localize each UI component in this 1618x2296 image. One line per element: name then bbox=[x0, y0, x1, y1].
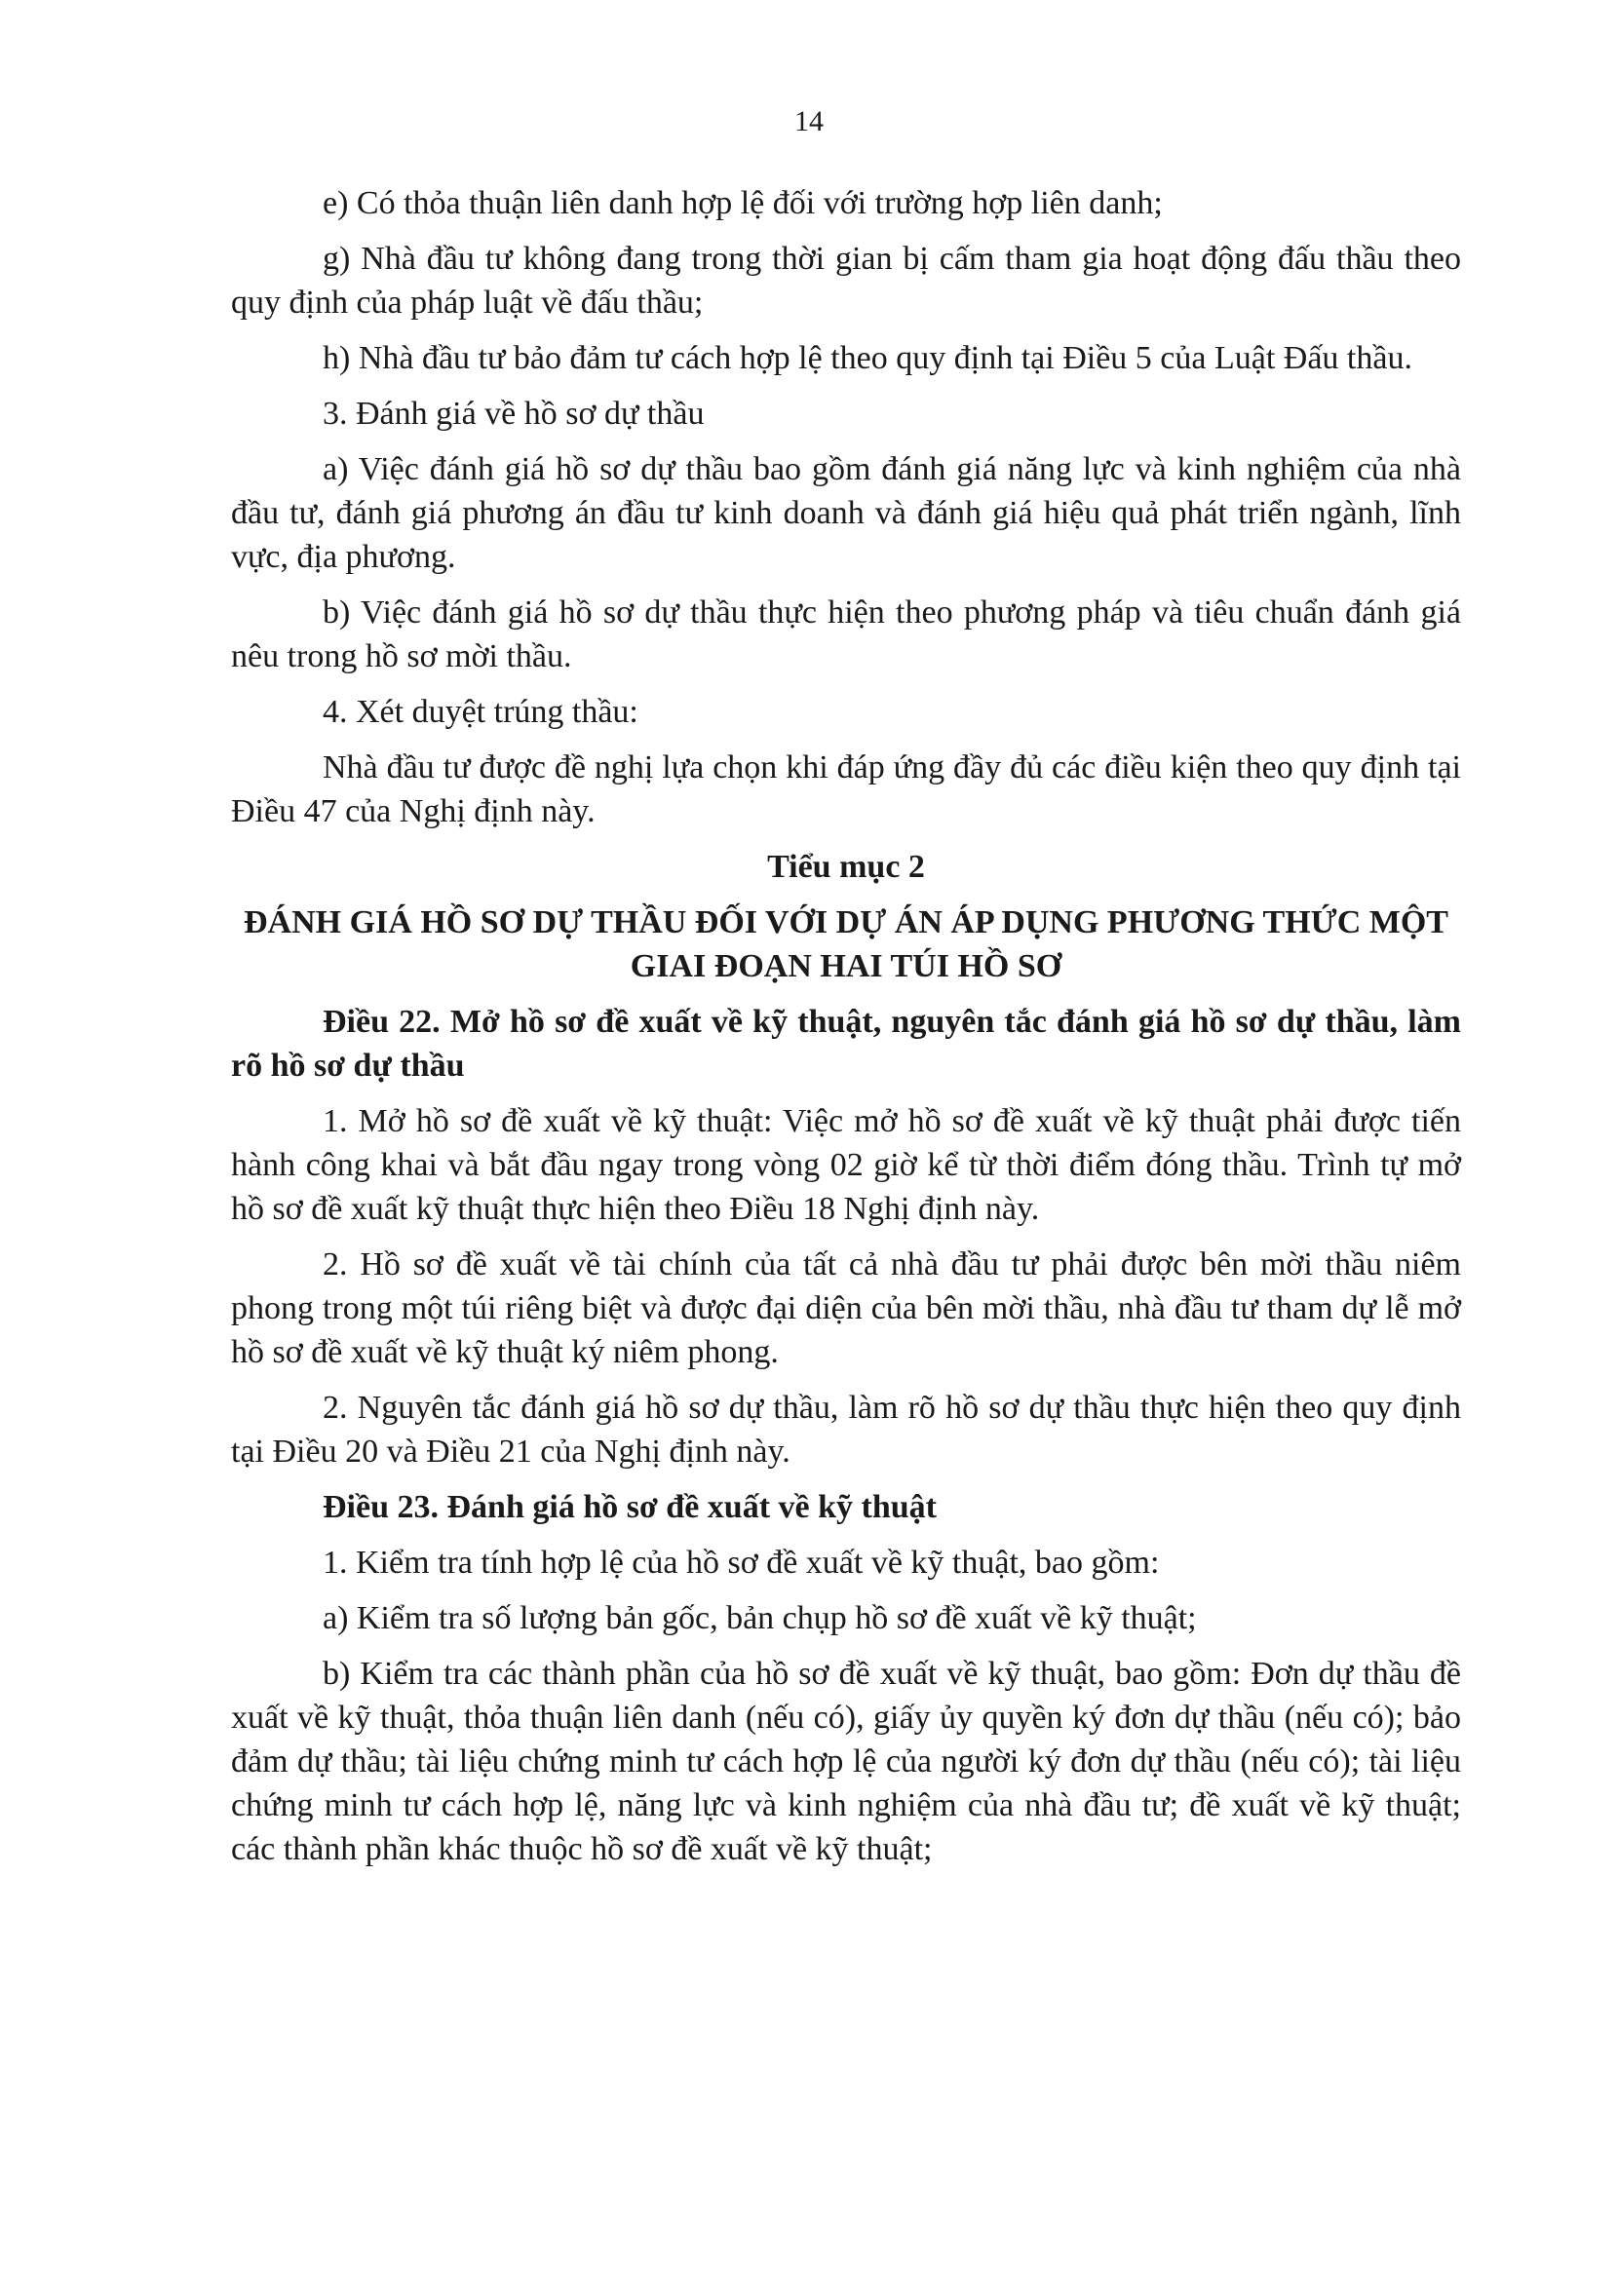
paragraph: b) Việc đánh giá hồ sơ dự thầu thực hiện theo phương pháp và tiêu chuẩn đánh giá nêu trong hồ sơ mời thầu. bbox=[231, 594, 1461, 674]
article-heading: Điều 23. Đánh giá hồ sơ đề xuất về kỹ thuật bbox=[323, 1489, 937, 1525]
paragraph: h) Nhà đầu tư bảo đảm tư cách hợp lệ theo quy định tại Điều 5 của Luật Đấu thầu. bbox=[323, 340, 1412, 376]
section-title: ĐÁNH GIÁ HỒ SƠ DỰ THẦU ĐỐI VỚI DỰ ÁN ÁP DỤNG PHƯƠNG THỨC MỘT GIAI ĐOẠN HAI TÚI HỒ SƠ bbox=[243, 904, 1448, 984]
paragraph: e) Có thỏa thuận liên danh hợp lệ đối với trường hợp liên danh; bbox=[323, 185, 1163, 221]
paragraph: 1. Mở hồ sơ đề xuất về kỹ thuật: Việc mở hồ sơ đề xuất về kỹ thuật phải được tiến hành công khai và bắt đầu ngay trong vòng 02 giờ kể từ thời điểm đóng thầu. Trình tự mở hồ sơ đề xuất kỹ thuật thực hiện theo Điều 18 Nghị định này. bbox=[231, 1103, 1461, 1227]
paragraph: 2. Hồ sơ đề xuất về tài chính của tất cả nhà đầu tư phải được bên mời thầu niêm phong trong một túi riêng biệt và được đại diện của bên mời thầu, nhà đầu tư tham dự lễ mở hồ sơ đề xuất về kỹ thuật ký niêm phong. bbox=[231, 1246, 1461, 1370]
subsection-heading: Tiểu mục 2 bbox=[767, 849, 925, 885]
paragraph: a) Kiểm tra số lượng bản gốc, bản chụp hồ sơ đề xuất về kỹ thuật; bbox=[323, 1600, 1197, 1636]
paragraph: g) Nhà đầu tư không đang trong thời gian bị cấm tham gia hoạt động đấu thầu theo quy định của pháp luật về đấu thầu; bbox=[231, 241, 1461, 321]
page-number: 14 bbox=[794, 105, 824, 137]
paragraph: 2. Nguyên tắc đánh giá hồ sơ dự thầu, làm rõ hồ sơ dự thầu thực hiện theo quy định tại Điều 20 và Điều 21 của Nghị định này. bbox=[231, 1390, 1461, 1470]
paragraph: 3. Đánh giá về hồ sơ dự thầu bbox=[323, 396, 705, 432]
paragraph: Nhà đầu tư được đề nghị lựa chọn khi đáp ứng đầy đủ các điều kiện theo quy định tại Điều 47 của Nghị định này. bbox=[231, 749, 1461, 829]
paragraph: 4. Xét duyệt trúng thầu: bbox=[323, 694, 638, 730]
paragraph: 1. Kiểm tra tính hợp lệ của hồ sơ đề xuất về kỹ thuật, bao gồm: bbox=[323, 1545, 1160, 1581]
paragraph: b) Kiểm tra các thành phần của hồ sơ đề xuất về kỹ thuật, bao gồm: Đơn dự thầu đề xuất về kỹ thuật, thỏa thuận liên danh (nếu có), giấy ủy quyền ký đơn dự thầu (nếu có); bảo đảm dự thầu; tài liệu chứng minh tư cách hợp lệ của người ký đơn dự thầu (nếu có); tài liệu chứng minh tư cách hợp lệ, năng lực và kinh nghiệm của nhà đầu tư; đề xuất về kỹ thuật; các thành phần khác thuộc hồ sơ đề xuất về kỹ thuật; bbox=[231, 1656, 1461, 1867]
document-body bbox=[231, 181, 1461, 1883]
paragraph: a) Việc đánh giá hồ sơ dự thầu bao gồm đánh giá năng lực và kinh nghiệm của nhà đầu tư, đánh giá phương án đầu tư kinh doanh và đánh giá hiệu quả phát triển ngành, lĩnh vực, địa phương. bbox=[231, 451, 1461, 575]
article-heading: Điều 22. Mở hồ sơ đề xuất về kỹ thuật, nguyên tắc đánh giá hồ sơ dự thầu, làm rõ hồ sơ dự thầu bbox=[231, 1004, 1461, 1084]
